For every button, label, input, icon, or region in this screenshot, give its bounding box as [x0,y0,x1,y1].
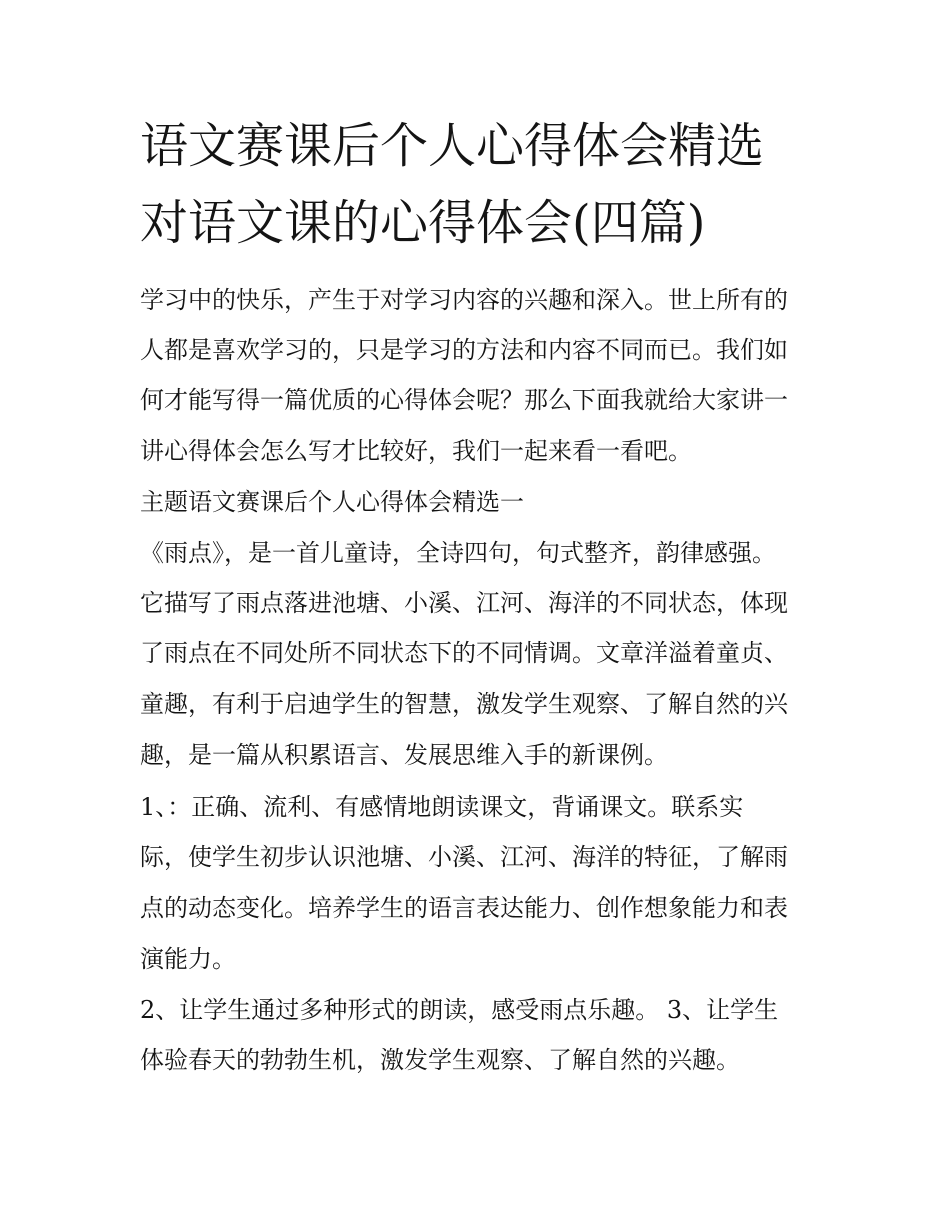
body-line: 2、让学生通过多种形式的朗读，感受雨点乐趣。 3、让学生 [140,996,779,1024]
body-line: 趣，是一篇从积累语言、发展思维入手的新课例。 [140,741,668,769]
body-line: 它描写了雨点落进池塘、小溪、江河、海洋的不同状态，体现 [140,589,788,617]
body-line: 童趣，有利于启迪学生的智慧，激发学生观察、了解自然的兴 [140,690,788,718]
document-title-line-1: 语文赛课后个人心得体会精选 [140,118,765,174]
body-line: 际，使学生初步认识池塘、小溪、江河、海洋的特征，了解雨 [140,843,788,871]
body-line: 了雨点在不同处所不同状态下的不同情调。文章洋溢着童贞、 [140,639,788,667]
document-title-line-2: 对语文课的心得体会(四篇) [140,195,706,251]
body-line: 学习中的快乐，产生于对学习内容的兴趣和深入。世上所有的 [140,286,788,314]
body-line: 人都是喜欢学习的，只是学习的方法和内容不同而已。我们如 [140,336,788,364]
body-line: 点的动态变化。培养学生的语言表达能力、创作想象能力和表 [140,894,788,922]
body-line: 《雨点》，是一首儿童诗，全诗四句，句式整齐，韵律感强。 [140,539,776,567]
section-heading: 主题语文赛课后个人心得体会精选一 [140,488,524,516]
body-line: 何才能写得一篇优质的心得体会呢？那么下面我就给大家讲一 [140,386,788,414]
body-line: 1、：正确、流利、有感情地朗读课文，背诵课文。联系实 [140,793,744,821]
body-line: 演能力。 [140,945,236,973]
body-line: 体验春天的勃勃生机，激发学生观察、了解自然的兴趣。 [140,1046,740,1074]
body-line: 讲心得体会怎么写才比较好，我们一起来看一看吧。 [140,437,692,465]
